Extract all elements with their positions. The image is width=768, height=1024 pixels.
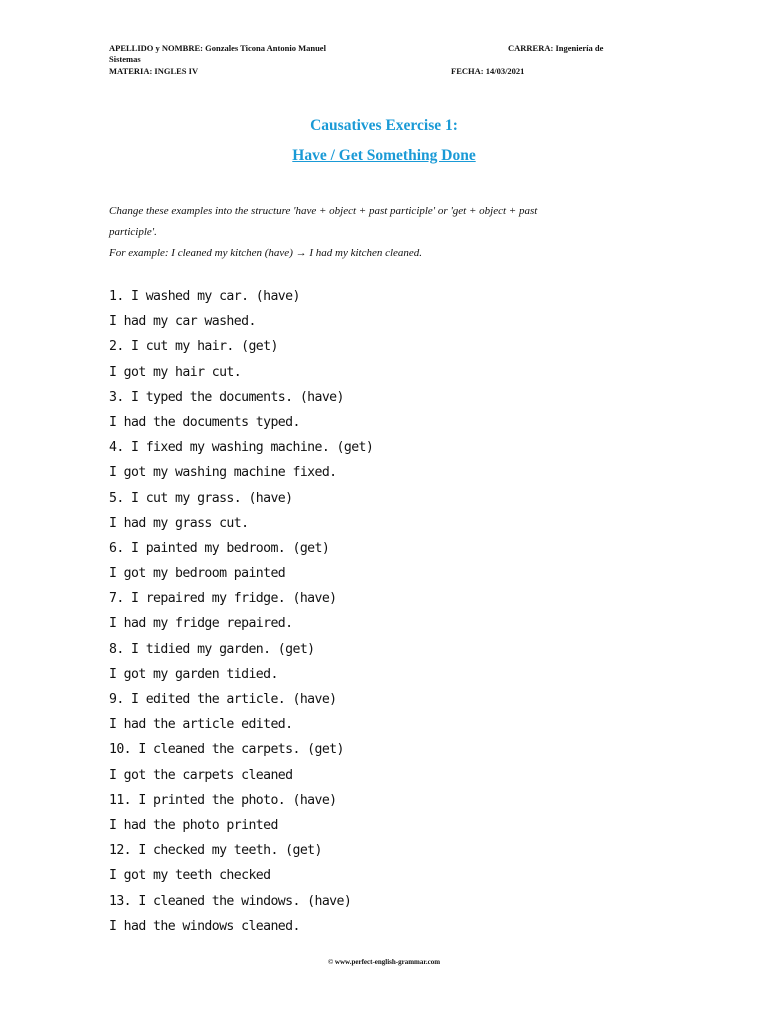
exercise-answer: I got my washing machine fixed. [109,465,337,481]
exercise-answer: I got my garden tidied. [109,666,278,682]
page-title: Causatives Exercise 1: [310,117,458,134]
exercise-answer: I had the windows cleaned. [109,918,300,934]
exercise-question: 12. I checked my teeth. (get) [109,843,322,859]
exercise-answer: I had my car washed. [109,314,256,330]
exercise-question: 9. I edited the article. (have) [109,692,337,707]
exercise-list [109,287,373,942]
page-subtitle-text: Have / Get Something Done [292,147,476,164]
exercise-question: 3. I typed the documents. (have) [109,389,344,405]
exercise-question: 5. I cut my grass. (have) [109,490,293,506]
exercise-question: 4. I fixed my washing machine. (get) [109,440,374,456]
header-name-continuation: Sistemas [109,54,141,64]
page-subtitle [0,147,768,165]
exercise-question: 7. I repaired my fridge. (have) [109,591,337,607]
header-subject: MATERIA: INGLES IV [109,66,199,76]
exercise-question: 10. I cleaned the carpets. (get) [109,742,344,758]
exercise-question: 8. I tidied my garden. (get) [109,641,315,657]
instructions-line-2: participle'. [109,226,157,238]
header-career: CARRERA: Ingeniería de [508,43,604,53]
exercise-question: 13. I cleaned the windows. (have) [109,893,352,909]
exercise-question: 1. I washed my car. (have) [109,289,300,304]
exercise-answer: I had my grass cut. [109,515,249,531]
exercise-answer: I got the carpets cleaned [109,767,293,783]
instructions-example: For example: I cleaned my kitchen (have) → I had my kitchen cleaned. [109,247,423,259]
header-date: FECHA: 14/03/2021 [451,66,525,76]
exercise-question: 11. I printed the photo. (have) [109,792,337,808]
exercise-answer: I had the article edited. [109,717,293,733]
exercise-answer: I got my hair cut. [109,364,242,380]
exercise-answer: I had my fridge repaired. [109,616,293,632]
exercise-question: 2. I cut my hair. (get) [109,339,278,355]
footer-copyright: © www.perfect-english-grammar.com [327,958,441,966]
header-name: APELLIDO y NOMBRE: Gonzales Ticona Antonio Manuel [109,43,326,53]
exercise-question: 6. I painted my bedroom. (get) [109,540,330,556]
exercise-answer: I had the photo printed [109,817,278,833]
exercise-answer: I got my bedroom painted [109,566,286,582]
exercise-answer: I got my teeth checked [109,868,271,884]
instructions-line-1: Change these examples into the structure 'have + object + past participle' or 'get + object + past [109,205,538,217]
exercise-answer: I had the documents typed. [109,414,300,430]
